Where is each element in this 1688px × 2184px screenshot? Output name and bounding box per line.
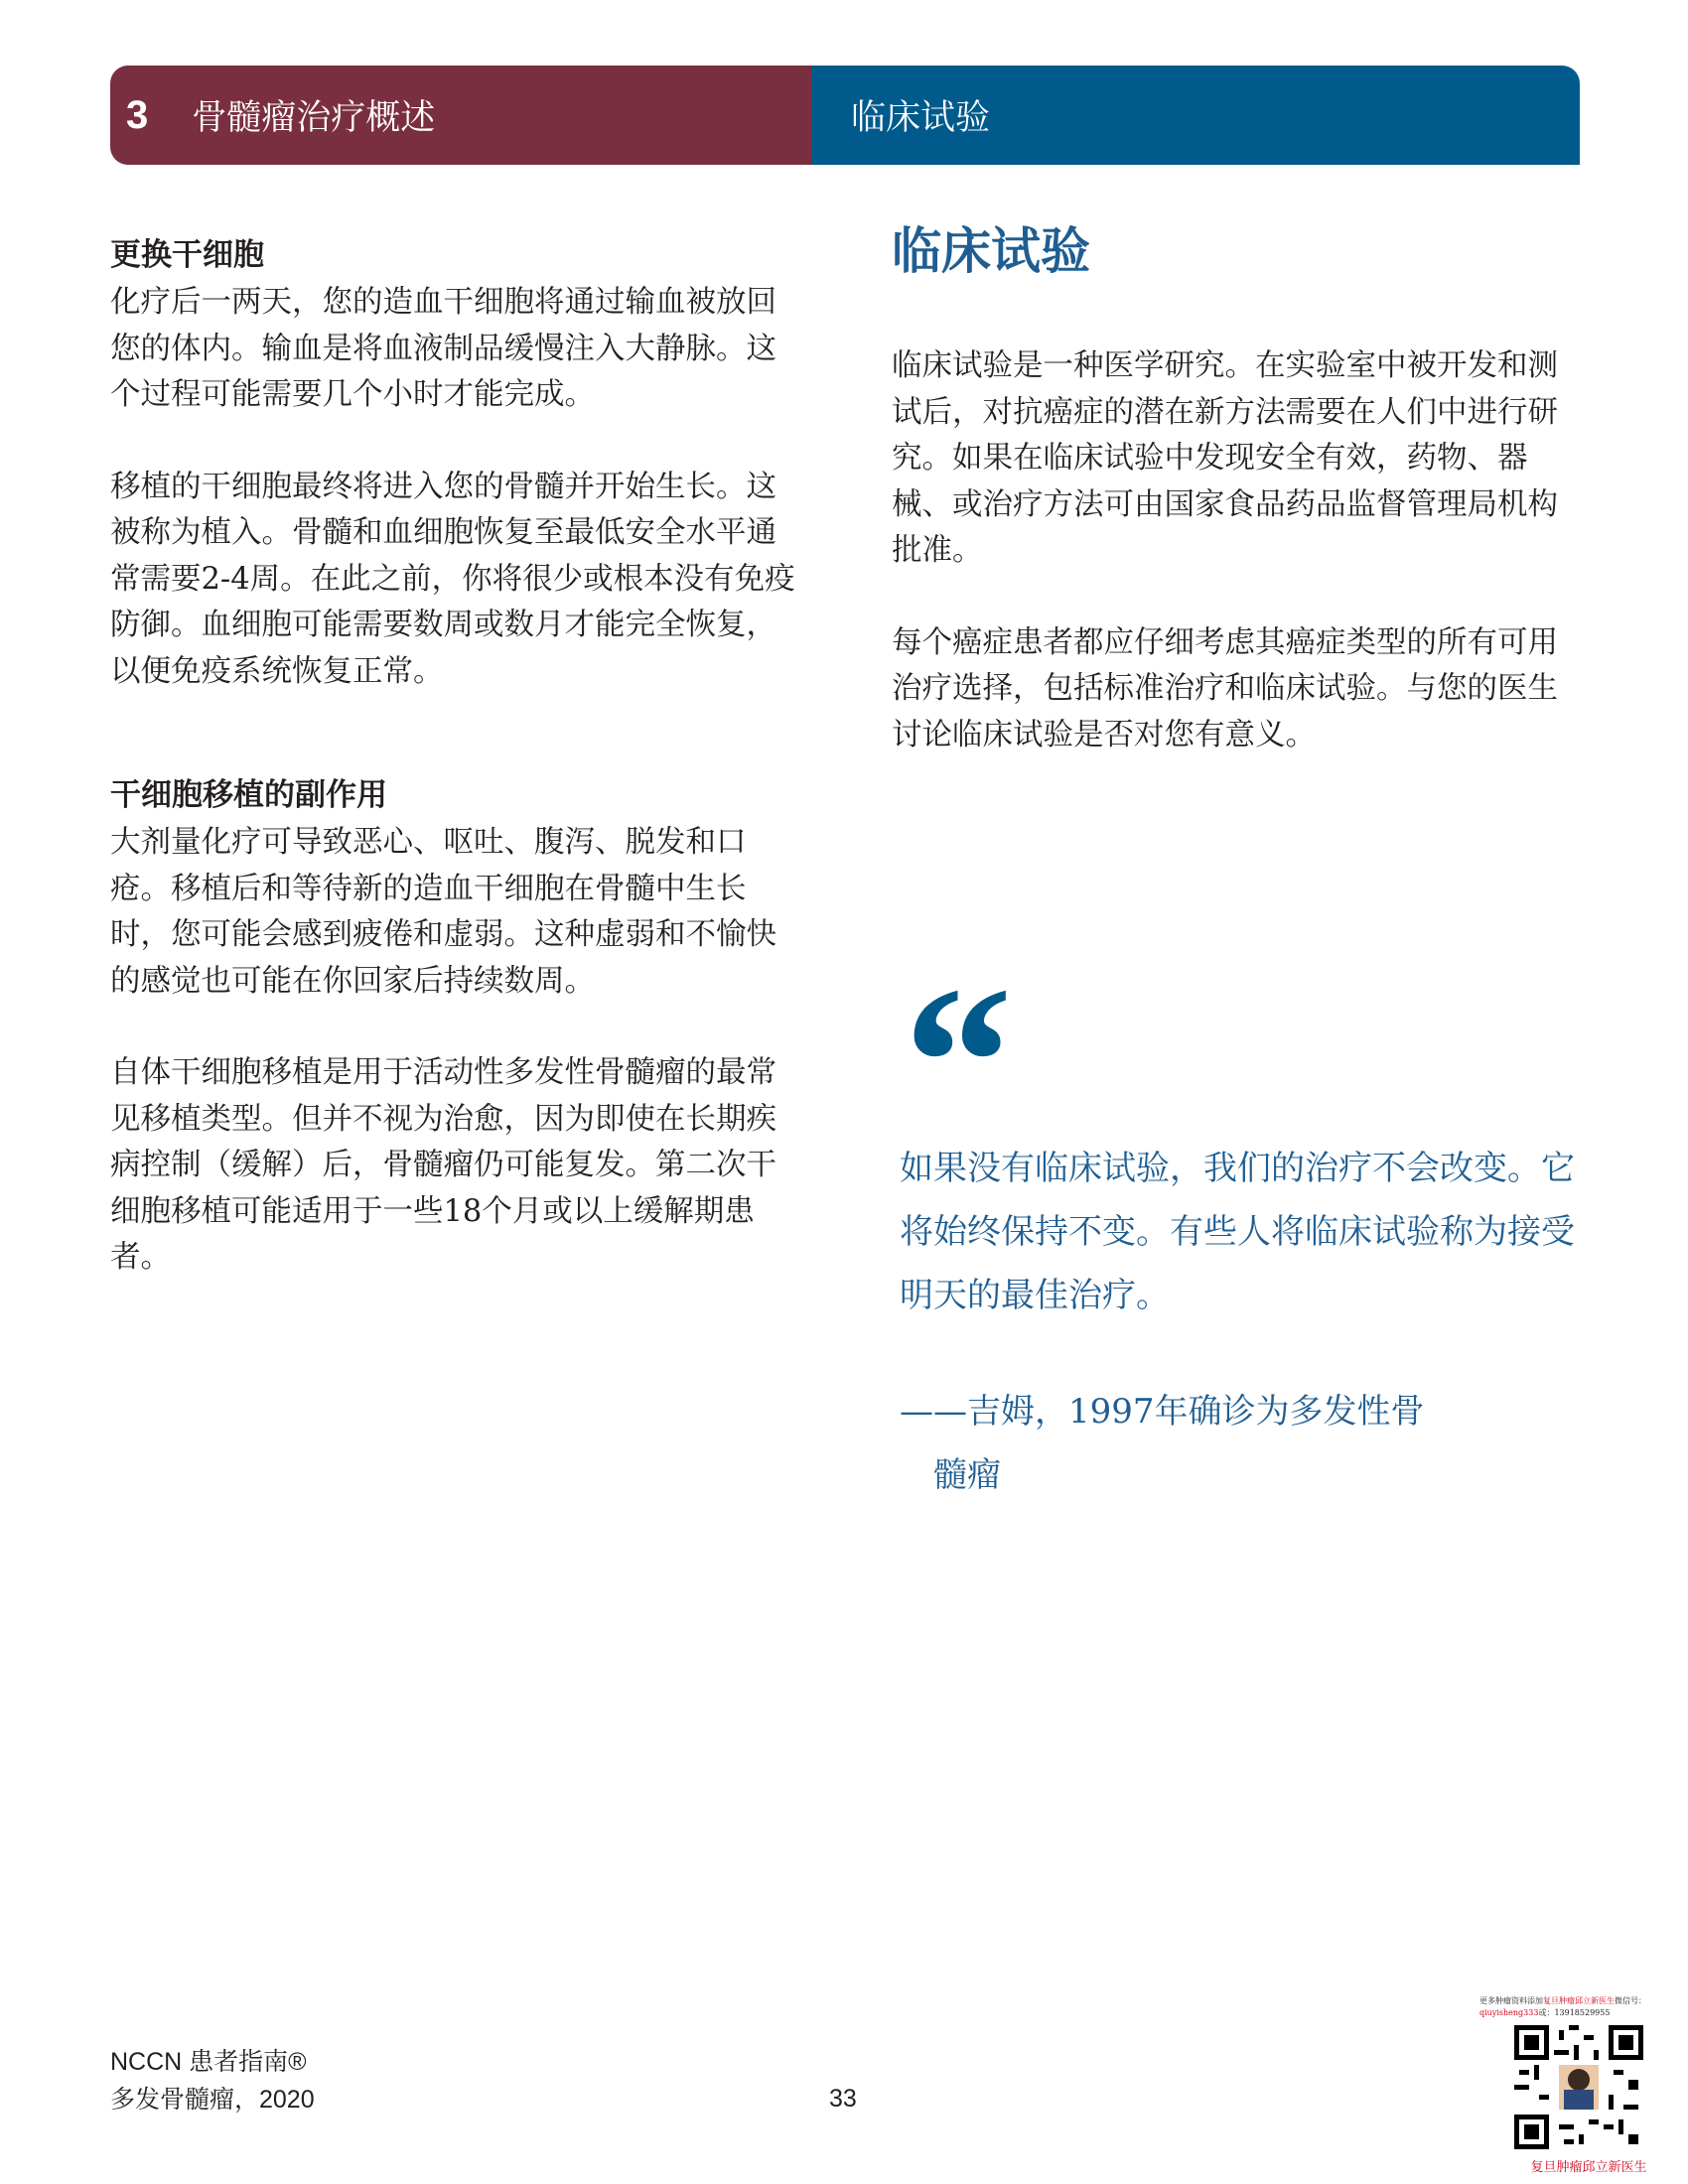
footer-line-1: NCCN 患者指南® (110, 2048, 307, 2076)
right-column (892, 216, 1567, 758)
paragraph-clinical-trials-intro: 临床试验是一种医学研究。在实验室中被开发和测试后，对抗癌症的潜在新方法需要在人们中进行研究。如果在临床试验中发现安全有效，药物、器械、或治疗方法可由国家食品药品监督管理局机构批准。 (892, 348, 1558, 568)
paragraph-transfusion: 化疗后一两天，您的造血干细胞将通过输血被放回您的体内。输血是将血液制品缓慢注入大静脉。这个过程可能需要几个小时才能完成。 (110, 285, 776, 412)
attribution-line-2: 髓瘤 (933, 1455, 1001, 1495)
watermark-line2-a: qiuyisheng333 (1479, 2008, 1539, 2017)
chapter-banner (110, 66, 811, 165)
quote-mark-icon: “ (904, 941, 1013, 1183)
watermark-line1-c: 微信号： (1615, 1996, 1646, 2005)
qr-code-icon (1514, 2025, 1643, 2149)
clinical-trials-title: 临床试验 (892, 222, 1090, 280)
left-column (110, 230, 805, 1282)
paragraph-side-effects: 大剂量化疗可导致恶心、呕吐、腹泻、脱发和口疮。移植后和等待新的造血干细胞在骨髓中生长时，您可能会感到疲倦和虚弱。这种虚弱和不愉快的感觉也可能在你回家后持续数周。 (110, 825, 776, 999)
watermark-line1-b: 复旦肿瘤邱立新医生 (1543, 1996, 1615, 2005)
watermark-caption: 复旦肿瘤邱立新医生 (1530, 2160, 1647, 2175)
watermark-line2-b: 或：13918529955 (1538, 2008, 1611, 2017)
pull-quote: 如果没有临床试验，我们的治疗不会改变。它将始终保持不变。有些人将临床试验称为接受明天的最佳治疗。 (900, 1149, 1575, 1315)
chapter-header (110, 66, 1580, 165)
heading-side-effects: 干细胞移植的副作用 (110, 777, 387, 813)
footer-guide-title (110, 2043, 315, 2118)
page-number: 33 (829, 2085, 857, 2113)
paragraph-autologous: 自体干细胞移植是用于活动性多发性骨髓瘤的最常见移植类型。但并不视为治愈，因为即使在长期疾病控制（缓解）后，骨髓瘤仍可能复发。第二次干细胞移植可能适用于一些18个月或以上缓解期患者。 (110, 1055, 776, 1275)
chapter-number: 3 (126, 92, 149, 137)
quote-attribution (900, 1380, 1476, 1507)
paragraph-consider-options: 每个癌症患者都应仔细考虑其癌症类型的所有可用治疗选择，包括标准治疗和临床试验。与您的医生讨论临床试验是否对您有意义。 (892, 624, 1558, 752)
footer-line-2: 多发骨髓瘤，2020 (110, 2086, 315, 2114)
section-banner (811, 66, 1580, 165)
paragraph-engraftment: 移植的干细胞最终将进入您的骨髓并开始生长。这被称为植入。骨髓和血细胞恢复至最低安全水平通常需要2-4周。在此之前，你将很少或根本没有免疫防御。血细胞可能需要数周或数月才能完全恢复，以便免疫系统恢复正常。 (110, 469, 795, 689)
watermark-line1-a: 更多肿瘤资料添加 (1479, 1996, 1543, 2005)
watermark-text (1479, 1995, 1683, 2019)
section-title: 临床试验 (851, 98, 991, 138)
attribution-line-1: ——吉姆，1997年确诊为多发性骨 (900, 1392, 1425, 1432)
heading-replace-stem-cells: 更换干细胞 (110, 237, 264, 273)
chapter-title: 骨髓瘤治疗概述 (192, 98, 436, 138)
